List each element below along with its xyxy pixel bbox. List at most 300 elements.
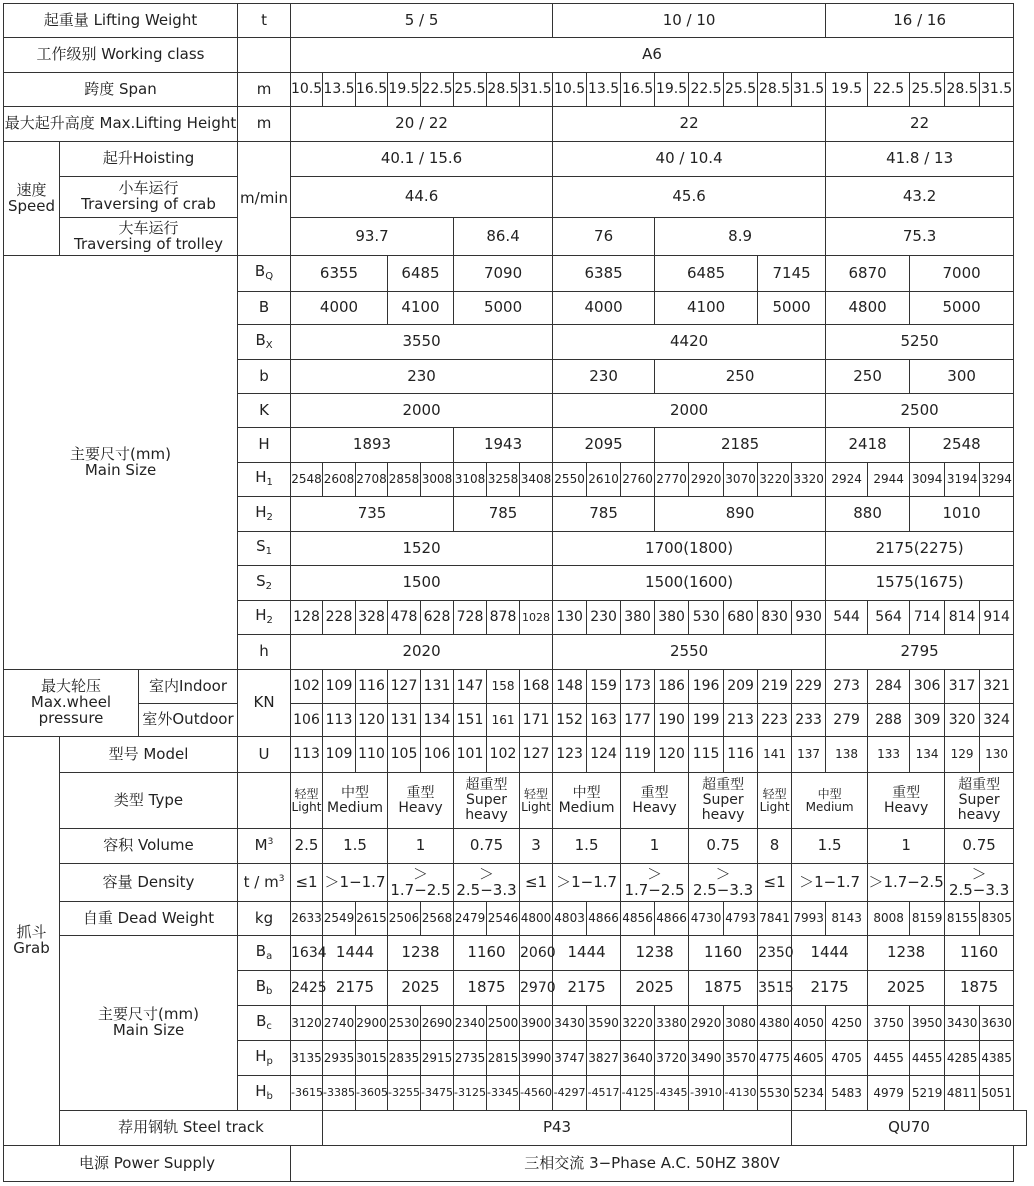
value-cell: 93.7 (291, 218, 454, 256)
row-label: 自重 Dead Weight (60, 902, 238, 936)
value-cell: 3015 (356, 1041, 388, 1076)
value-cell: 131 (421, 670, 454, 704)
symbol-cell: $B_Q$ (238, 256, 291, 292)
value-cell: 130 (553, 601, 587, 635)
value-cell: 2095 (553, 428, 655, 463)
value-cell: 1444 (792, 936, 868, 971)
symbol-cell: $B_a$ (238, 936, 291, 971)
value-cell: ≤1 (520, 864, 553, 902)
value-cell: 4856 (621, 902, 655, 936)
value-cell: 6870 (826, 256, 910, 292)
value-cell: 147 (454, 670, 487, 704)
outdoor-label: 室外Outdoor (139, 704, 238, 737)
value-cell: 43.2 (826, 177, 1014, 218)
value-cell: 134 (421, 704, 454, 737)
value-cell: 3108 (454, 463, 487, 497)
value-cell: 890 (655, 497, 826, 532)
grab-model-row (4, 737, 1027, 773)
value-cell: 3640 (621, 1041, 655, 1076)
value-cell: 152 (553, 704, 587, 737)
value-cell: 3750 (868, 1006, 910, 1041)
value-cell: 478 (388, 601, 421, 635)
value-cell: 2500 (826, 394, 1014, 428)
symbol-cell: $H_p$ (238, 1041, 291, 1076)
value-cell: 288 (868, 704, 910, 737)
value-cell: 22 (553, 107, 826, 142)
value-cell: 8 (758, 829, 792, 864)
value-cell: 250 (655, 360, 826, 394)
value-cell: ＞1−1.7 (553, 864, 621, 902)
value-cell: 0.75 (454, 829, 520, 864)
value-cell: 2418 (826, 428, 910, 463)
value-cell: 7993 (792, 902, 826, 936)
span-cell: 19.5 (388, 73, 421, 107)
value-cell: 131 (388, 704, 421, 737)
value-cell: 106 (291, 704, 323, 737)
value-cell: 2770 (655, 463, 689, 497)
value-cell: 728 (454, 601, 487, 635)
value-cell: 2835 (388, 1041, 421, 1076)
value-cell: 1.5 (792, 829, 868, 864)
value-cell: 2020 (291, 635, 553, 670)
value-cell: -3345 (487, 1076, 520, 1111)
value-cell: 0.75 (689, 829, 758, 864)
value-cell: 2340 (454, 1006, 487, 1041)
value-cell: 3990 (520, 1041, 553, 1076)
value-cell: 199 (689, 704, 724, 737)
value-cell: 1500(1600) (553, 566, 826, 601)
value-cell: 4050 (792, 1006, 826, 1041)
value-cell: 628 (421, 601, 454, 635)
value-cell: 814 (945, 601, 980, 635)
value-cell: 2935 (323, 1041, 356, 1076)
value-cell: 110 (356, 737, 388, 773)
symbol-cell: $H_1$ (238, 463, 291, 497)
value-cell: 735 (291, 497, 454, 532)
value-cell: 3747 (553, 1041, 587, 1076)
value-cell: 320 (945, 704, 980, 737)
value-cell: 1238 (388, 936, 454, 971)
value-cell: 2530 (388, 1006, 421, 1041)
value-cell: 5483 (826, 1076, 868, 1111)
value-cell: 2568 (421, 902, 454, 936)
value-cell: 5000 (758, 292, 826, 325)
value-cell: 115 (689, 737, 724, 773)
value-cell: 129 (945, 737, 980, 773)
value-cell: 3258 (487, 463, 520, 497)
value-cell: 3630 (980, 1006, 1014, 1041)
value-cell: 134 (910, 737, 945, 773)
value-cell: 5000 (910, 292, 1014, 325)
value-cell: 116 (724, 737, 758, 773)
value-cell: 6385 (553, 256, 655, 292)
value-cell: 130 (980, 737, 1014, 773)
type-cell: 超重型 Super heavy (945, 773, 1014, 829)
value-cell: 4455 (910, 1041, 945, 1076)
value-cell: 0.75 (945, 829, 1014, 864)
unit-cell: U (238, 737, 291, 773)
value-cell: -4125 (621, 1076, 655, 1111)
value-cell: 101 (454, 737, 487, 773)
value-cell: 3570 (724, 1041, 758, 1076)
value-cell: 1875 (945, 971, 1014, 1006)
value-cell: 2970 (520, 971, 553, 1006)
value-cell: 4000 (553, 292, 655, 325)
value-cell: 16 / 16 (826, 4, 1014, 38)
value-cell: 2500 (487, 1006, 520, 1041)
type-cell: 重型 Heavy (388, 773, 454, 829)
value-cell: 2920 (689, 463, 724, 497)
grab-dead-weight-row (4, 902, 1027, 936)
value-cell: 2795 (826, 635, 1014, 670)
unit-cell: m (238, 107, 291, 142)
value-cell: 300 (910, 360, 1014, 394)
unit-cell (238, 773, 291, 829)
value-cell: 159 (587, 670, 621, 704)
value-cell: 2546 (487, 902, 520, 936)
value-cell: 2.5 (291, 829, 323, 864)
symbol-cell: $B_X$ (238, 325, 291, 360)
unit-cell: t / $m^3$ (238, 864, 291, 902)
value-cell: -4345 (655, 1076, 689, 1111)
value-cell: 4455 (868, 1041, 910, 1076)
value-cell: 223 (758, 704, 792, 737)
value-cell: 2944 (868, 463, 910, 497)
value-cell: 2740 (323, 1006, 356, 1041)
symbol-cell: $H_2$ (238, 601, 291, 635)
value-cell: 2479 (454, 902, 487, 936)
value-cell: 3320 (792, 463, 826, 497)
span-cell: 22.5 (421, 73, 454, 107)
value-cell: -4130 (724, 1076, 758, 1111)
value-cell: 7145 (758, 256, 826, 292)
value-cell: 2760 (621, 463, 655, 497)
span-cell: 25.5 (724, 73, 758, 107)
value-cell: 714 (910, 601, 945, 635)
value-cell: 1238 (621, 936, 689, 971)
value-cell: 2549 (323, 902, 356, 936)
span-cell: 13.5 (323, 73, 356, 107)
value-cell: 40 / 10.4 (553, 142, 826, 177)
value-cell: 45.6 (553, 177, 826, 218)
value-cell: 4285 (945, 1041, 980, 1076)
value-cell: 2550 (553, 635, 826, 670)
value-cell: 1028 (520, 601, 553, 635)
value-cell: 127 (520, 737, 553, 773)
value-cell: 109 (323, 737, 356, 773)
value-cell: 2550 (553, 463, 587, 497)
value-cell: 1.5 (553, 829, 621, 864)
value-cell: 3220 (621, 1006, 655, 1041)
value-cell: 137 (792, 737, 826, 773)
value-cell: 273 (826, 670, 868, 704)
value-cell: 2175 (792, 971, 868, 1006)
value-cell: 380 (621, 601, 655, 635)
value-cell: 317 (945, 670, 980, 704)
type-cell: 超重型 Super heavy (454, 773, 520, 829)
value-cell: 177 (621, 704, 655, 737)
unit-cell: KN (238, 670, 291, 737)
value-cell: 2815 (487, 1041, 520, 1076)
unit-cell (238, 38, 291, 73)
main-size-label: 主要尺寸(mm) Main Size (4, 256, 238, 670)
type-cell: 超重型 Super heavy (689, 773, 758, 829)
value-cell: -3125 (454, 1076, 487, 1111)
value-cell: 3408 (520, 463, 553, 497)
span-cell: 28.5 (487, 73, 520, 107)
value-cell: 3515 (758, 971, 792, 1006)
value-cell: 8155 (945, 902, 980, 936)
value-cell: 3590 (587, 1006, 621, 1041)
symbol-cell: $B_b$ (238, 971, 291, 1006)
trolley-row (4, 218, 1027, 256)
value-cell: 7000 (910, 256, 1014, 292)
value-cell: 2025 (388, 971, 454, 1006)
wheel-label: 最大轮压 Max.wheel pressure (4, 670, 139, 737)
value-cell: 2350 (758, 936, 792, 971)
value-cell: 2425 (291, 971, 323, 1006)
speed-group-label: 速度 Speed (4, 142, 60, 256)
value-cell: 230 (553, 360, 655, 394)
value-cell: 4100 (655, 292, 758, 325)
value-cell: 116 (356, 670, 388, 704)
value-cell: 3120 (291, 1006, 323, 1041)
value-cell: 6485 (655, 256, 758, 292)
value-cell: 119 (621, 737, 655, 773)
value-cell: 544 (826, 601, 868, 635)
value-cell: 86.4 (454, 218, 553, 256)
value-cell: ≤1 (758, 864, 792, 902)
value-cell: 4803 (553, 902, 587, 936)
bq-row (4, 256, 1027, 292)
value-cell: 186 (655, 670, 689, 704)
value-cell: 4380 (758, 1006, 792, 1041)
value-cell: 306 (910, 670, 945, 704)
value-cell: 4000 (291, 292, 388, 325)
value-cell: 1160 (454, 936, 520, 971)
crane-spec-sheet (3, 3, 1027, 1182)
value-cell: 1160 (945, 936, 1014, 971)
value-cell: 7841 (758, 902, 792, 936)
row-label: 类型 Type (60, 773, 238, 829)
row-label: 大车运行 Traversing of trolley (60, 218, 238, 256)
value-cell: 785 (454, 497, 553, 532)
symbol-cell: $S_1$ (238, 532, 291, 566)
value-cell: 5234 (792, 1076, 826, 1111)
value-cell: 324 (980, 704, 1014, 737)
value-cell: 1444 (553, 936, 621, 971)
value-cell: 2900 (356, 1006, 388, 1041)
grab-type-row (4, 773, 1027, 829)
value-cell: 1238 (868, 936, 945, 971)
value-cell: 3008 (421, 463, 454, 497)
value-cell: 75.3 (826, 218, 1014, 256)
value-cell: 380 (655, 601, 689, 635)
type-cell: 重型 Heavy (621, 773, 689, 829)
span-cell: 25.5 (454, 73, 487, 107)
value-cell: 2610 (587, 463, 621, 497)
value-cell: ＞2.5−3.3 (689, 864, 758, 902)
span-cell: 19.5 (655, 73, 689, 107)
value-cell: 8008 (868, 902, 910, 936)
value-cell: 1700(1800) (553, 532, 826, 566)
value-cell: 5219 (910, 1076, 945, 1111)
value-cell: 4730 (689, 902, 724, 936)
value-cell: 930 (792, 601, 826, 635)
value-cell: -3475 (421, 1076, 454, 1111)
value-cell: 168 (520, 670, 553, 704)
value-cell: 4250 (826, 1006, 868, 1041)
value-cell: 309 (910, 704, 945, 737)
value-cell: 163 (587, 704, 621, 737)
span-cell: 28.5 (758, 73, 792, 107)
value-cell: 6355 (291, 256, 388, 292)
type-cell: 重型 Heavy (868, 773, 945, 829)
value-cell: 106 (421, 737, 454, 773)
value-cell: 113 (291, 737, 323, 773)
value-cell: 1 (621, 829, 689, 864)
value-cell: 3550 (291, 325, 553, 360)
value-cell: 128 (291, 601, 323, 635)
value-cell: 279 (826, 704, 868, 737)
value-cell: 830 (758, 601, 792, 635)
symbol-cell: B (238, 292, 291, 325)
row-label: 工作级别 Working class (4, 38, 238, 73)
value-cell: 785 (553, 497, 655, 532)
value-cell: 4979 (868, 1076, 910, 1111)
value-cell: 102 (487, 737, 520, 773)
symbol-cell: $H_2$ (238, 497, 291, 532)
value-cell: 2708 (356, 463, 388, 497)
value-cell: ＞1−1.7 (323, 864, 388, 902)
value-cell: 7090 (454, 256, 553, 292)
value-cell: 5000 (454, 292, 553, 325)
indoor-label: 室内Indoor (139, 670, 238, 704)
value-cell: 2858 (388, 463, 421, 497)
value-cell: 4705 (826, 1041, 868, 1076)
value-cell: 8.9 (655, 218, 826, 256)
value-cell: 196 (689, 670, 724, 704)
value-cell: 127 (388, 670, 421, 704)
value-cell: 2506 (388, 902, 421, 936)
value-cell: 105 (388, 737, 421, 773)
value-cell: 4800 (520, 902, 553, 936)
value-cell: -3385 (323, 1076, 356, 1111)
row-label: 跨度 Span (4, 73, 238, 107)
value-cell: 4793 (724, 902, 758, 936)
value-cell: -3255 (388, 1076, 421, 1111)
value-cell: 3430 (553, 1006, 587, 1041)
type-cell: 中型 Medium (553, 773, 621, 829)
value-cell: 20 / 22 (291, 107, 553, 142)
grab-density-row (4, 864, 1027, 902)
value-cell: 22 (826, 107, 1014, 142)
value-cell: 5051 (980, 1076, 1014, 1111)
value-cell: 219 (758, 670, 792, 704)
value-cell: 120 (356, 704, 388, 737)
value-cell: 321 (980, 670, 1014, 704)
value-cell: 880 (826, 497, 910, 532)
wheel-indoor-row (4, 670, 1027, 704)
type-cell: 中型 Medium (323, 773, 388, 829)
value-cell: 10 / 10 (553, 4, 826, 38)
value-cell: 2175 (323, 971, 388, 1006)
row-label: 起升Hoisting (60, 142, 238, 177)
value-cell: 1160 (689, 936, 758, 971)
value-cell: 3380 (655, 1006, 689, 1041)
value-cell: -3605 (356, 1076, 388, 1111)
value-cell: 2548 (291, 463, 323, 497)
span-row (4, 73, 1027, 107)
value-cell: 2924 (826, 463, 868, 497)
value-cell: 148 (553, 670, 587, 704)
unit-cell: m/min (238, 142, 291, 256)
value-cell: 1.5 (323, 829, 388, 864)
span-cell: 16.5 (621, 73, 655, 107)
row-label: 荐用钢轨 Steel track (60, 1111, 323, 1146)
value-cell: -4560 (520, 1076, 553, 1111)
row-label: 电源 Power Supply (4, 1146, 291, 1182)
value-cell: 213 (724, 704, 758, 737)
value-cell: 878 (487, 601, 520, 635)
value-cell: 2185 (655, 428, 826, 463)
value-cell: 171 (520, 704, 553, 737)
value-cell: 190 (655, 704, 689, 737)
value-cell: 6485 (388, 256, 454, 292)
value-cell: 4866 (655, 902, 689, 936)
value-cell: ≤1 (291, 864, 323, 902)
value-cell: 123 (553, 737, 587, 773)
span-cell: 31.5 (792, 73, 826, 107)
value-cell: 3720 (655, 1041, 689, 1076)
unit-cell: t (238, 4, 291, 38)
value-cell: 113 (323, 704, 356, 737)
value-cell: 2060 (520, 936, 553, 971)
value-cell: 680 (724, 601, 758, 635)
value-cell: 1444 (323, 936, 388, 971)
value-cell: 161 (487, 704, 520, 737)
power-supply-row (4, 1146, 1027, 1182)
value-cell: 1520 (291, 532, 553, 566)
value-cell: 209 (724, 670, 758, 704)
value-cell: 1010 (910, 497, 1014, 532)
span-cell: 22.5 (868, 73, 910, 107)
value-cell: 8159 (910, 902, 945, 936)
unit-cell: kg (238, 902, 291, 936)
grab-group-label: 抓斗 Grab (4, 737, 60, 1146)
value-cell: 2633 (291, 902, 323, 936)
value-cell: QU70 (792, 1111, 1027, 1146)
value-cell: 151 (454, 704, 487, 737)
value-cell: A6 (291, 38, 1014, 73)
value-cell: 76 (553, 218, 655, 256)
value-cell: 229 (792, 670, 826, 704)
span-cell: 10.5 (291, 73, 323, 107)
value-cell: 2175 (553, 971, 621, 1006)
value-cell: 914 (980, 601, 1014, 635)
value-cell: 3900 (520, 1006, 553, 1041)
value-cell: -4517 (587, 1076, 621, 1111)
value-cell: ＞2.5−3.3 (454, 864, 520, 902)
value-cell: 233 (792, 704, 826, 737)
value-cell: 2690 (421, 1006, 454, 1041)
value-cell: 1943 (454, 428, 553, 463)
value-cell: 230 (291, 360, 553, 394)
value-cell: ＞1.7−2.5 (868, 864, 945, 902)
value-cell: -3615 (291, 1076, 323, 1111)
unit-cell: $M^3$ (238, 829, 291, 864)
symbol-cell: h (238, 635, 291, 670)
